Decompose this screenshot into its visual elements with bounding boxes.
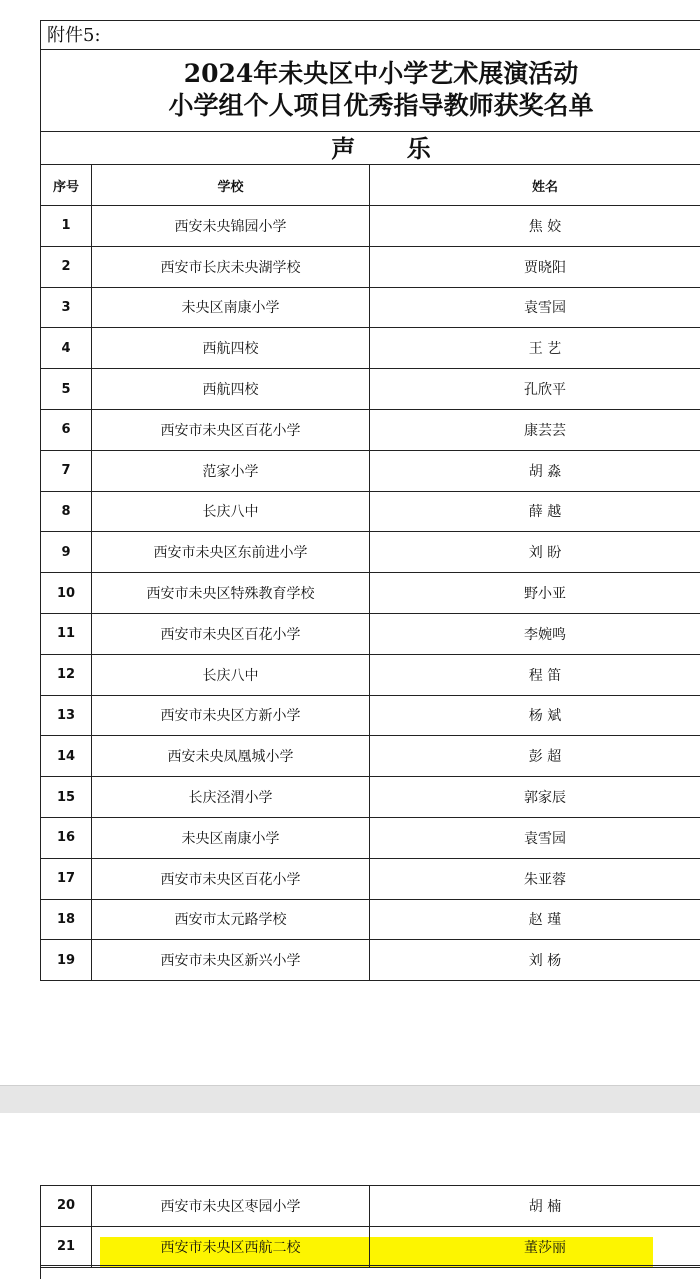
- row-name: 胡 淼: [370, 451, 700, 491]
- row-number: 1: [41, 206, 92, 246]
- row-school: 西安市未央区方新小学: [92, 696, 370, 736]
- attachment-label: 附件5:: [41, 21, 700, 50]
- row-name: 杨 斌: [370, 696, 700, 736]
- award-table-continued: [40, 1185, 700, 1268]
- row-school: 西安市未央区新兴小学: [92, 940, 370, 980]
- page-gap: [0, 1085, 700, 1114]
- row-school: 西安市未央区特殊教育学校: [92, 573, 370, 613]
- row-number: 16: [41, 818, 92, 858]
- row-name: 孔欣平: [370, 369, 700, 409]
- row-school: 西航四校: [92, 328, 370, 368]
- row-name: 刘 盼: [370, 532, 700, 572]
- table-row: [41, 369, 700, 410]
- row-number: 10: [41, 573, 92, 613]
- table-row: [41, 859, 700, 900]
- row-school: 长庆泾渭小学: [92, 777, 370, 817]
- row-school: 西安市未央区百花小学: [92, 859, 370, 899]
- row-name: 彭 超: [370, 736, 700, 776]
- row-school: 西安市未央区东前进小学: [92, 532, 370, 572]
- table-row: [41, 818, 700, 859]
- row-name: 李婉鸣: [370, 614, 700, 654]
- row-number: 7: [41, 451, 92, 491]
- row-school: 未央区南康小学: [92, 818, 370, 858]
- award-table: [40, 20, 700, 981]
- row-name: 朱亚蓉: [370, 859, 700, 899]
- title-line-2: 小学组个人项目优秀指导教师获奖名单: [168, 91, 594, 120]
- row-school: 未央区南康小学: [92, 288, 370, 328]
- table-row: [41, 410, 700, 451]
- row-name: 董莎丽: [370, 1227, 700, 1267]
- row-name: 袁雪园: [370, 288, 700, 328]
- row-name: 焦 姣: [370, 206, 700, 246]
- row-number: 4: [41, 328, 92, 368]
- table-row: [41, 247, 700, 288]
- row-name: 袁雪园: [370, 818, 700, 858]
- table-row: [41, 451, 700, 492]
- table-row: [41, 532, 700, 573]
- table-row: [41, 777, 700, 818]
- row-school: 西安市未央区百花小学: [92, 410, 370, 450]
- row-number: 3: [41, 288, 92, 328]
- row-number: 12: [41, 655, 92, 695]
- row-school: 西安市未央区西航二校: [92, 1227, 370, 1267]
- table-row: [41, 573, 700, 614]
- row-number: 20: [41, 1186, 92, 1226]
- table-row: [41, 288, 700, 329]
- row-number: 5: [41, 369, 92, 409]
- table-row: [41, 900, 700, 941]
- row-number: 19: [41, 940, 92, 980]
- row-school: 西安未央锦园小学: [92, 206, 370, 246]
- row-number: 2: [41, 247, 92, 287]
- table-row: [41, 206, 700, 247]
- next-section-cut: [40, 1265, 700, 1279]
- row-name: 刘 杨: [370, 940, 700, 980]
- row-name: 薛 越: [370, 492, 700, 532]
- row-school: 西安未央凤凰城小学: [92, 736, 370, 776]
- row-name: 赵 瑾: [370, 900, 700, 940]
- row-school: 范家小学: [92, 451, 370, 491]
- table-body-continued: [41, 1186, 700, 1268]
- table-row: [41, 614, 700, 655]
- row-name: 康芸芸: [370, 410, 700, 450]
- row-school: 西安市未央区枣园小学: [92, 1186, 370, 1226]
- row-number: 18: [41, 900, 92, 940]
- header-no: 序号: [41, 165, 92, 205]
- row-number: 11: [41, 614, 92, 654]
- row-name: 贾晓阳: [370, 247, 700, 287]
- row-name: 野小亚: [370, 573, 700, 613]
- row-number: 13: [41, 696, 92, 736]
- row-number: 8: [41, 492, 92, 532]
- table-body: [41, 206, 700, 981]
- table-row: [41, 328, 700, 369]
- row-name: 郭家辰: [370, 777, 700, 817]
- table-row: [41, 1186, 700, 1227]
- row-school: 西安市太元路学校: [92, 900, 370, 940]
- row-school: 长庆八中: [92, 655, 370, 695]
- row-number: 9: [41, 532, 92, 572]
- row-name: 胡 楠: [370, 1186, 700, 1226]
- header-school: 学校: [92, 165, 370, 205]
- document-title: [41, 50, 700, 132]
- row-name: 王 艺: [370, 328, 700, 368]
- row-number: 14: [41, 736, 92, 776]
- category-heading: 声 乐: [41, 132, 700, 165]
- table-row: [41, 1227, 700, 1268]
- row-number: 15: [41, 777, 92, 817]
- title-line-1: 2024年未央区中小学艺术展演活动: [183, 59, 579, 88]
- table-row: [41, 696, 700, 737]
- row-school: 西安市未央区百花小学: [92, 614, 370, 654]
- row-school: 西航四校: [92, 369, 370, 409]
- row-name: 程 笛: [370, 655, 700, 695]
- table-row: [41, 736, 700, 777]
- row-number: 21: [41, 1227, 92, 1267]
- row-number: 6: [41, 410, 92, 450]
- table-row: [41, 655, 700, 696]
- table-row: [41, 940, 700, 981]
- header-name: 姓名: [370, 165, 700, 205]
- row-number: 17: [41, 859, 92, 899]
- row-school: 长庆八中: [92, 492, 370, 532]
- table-row: [41, 492, 700, 533]
- table-header: [41, 165, 700, 206]
- document-page-2: [0, 1113, 700, 1279]
- row-school: 西安市长庆未央湖学校: [92, 247, 370, 287]
